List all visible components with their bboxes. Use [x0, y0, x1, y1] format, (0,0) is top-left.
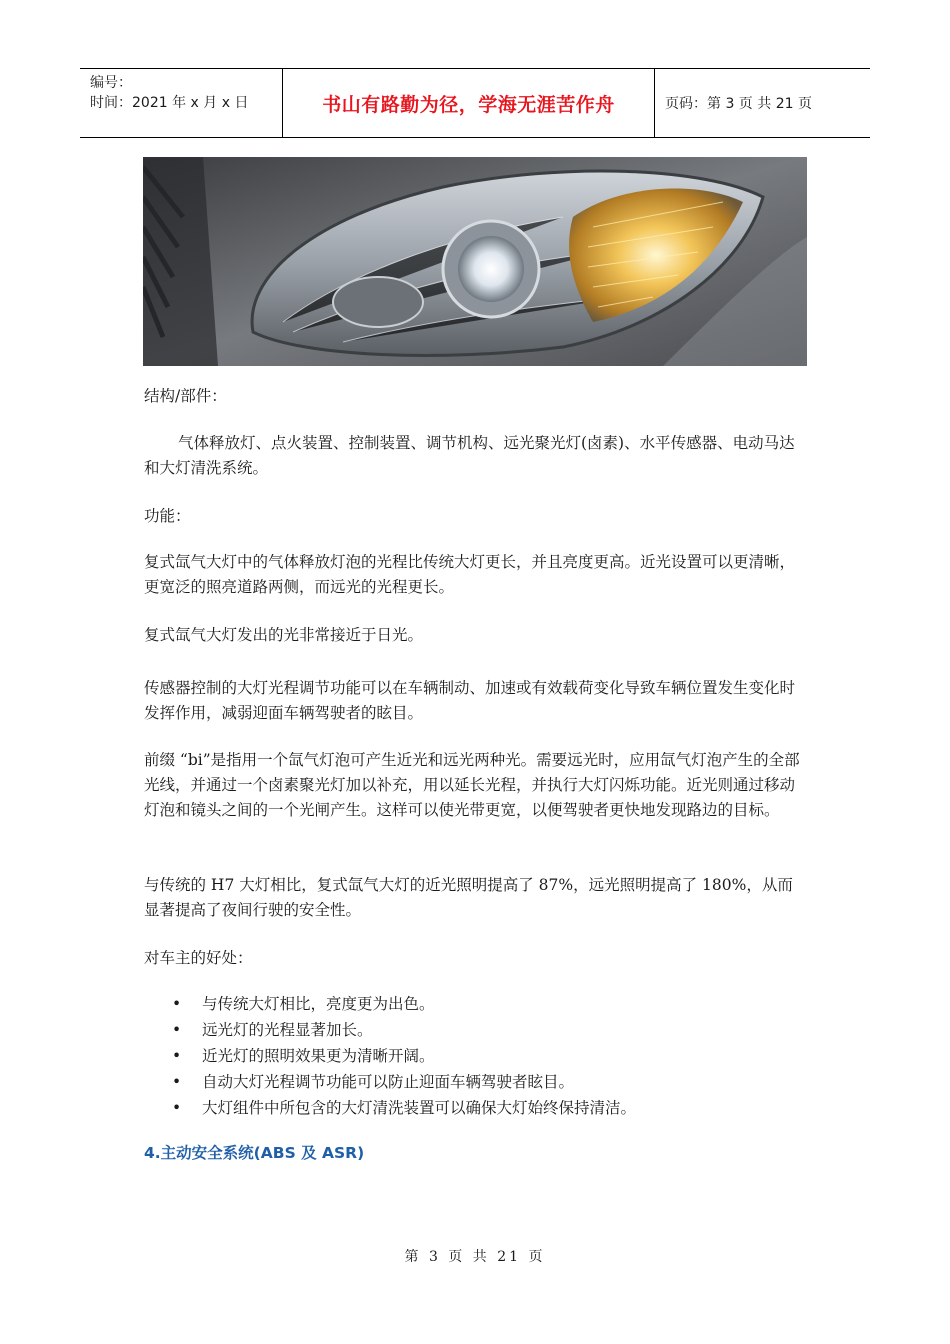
- benefit-item: • 近光灯的照明效果更为清晰开阔。: [144, 1043, 804, 1069]
- function-paragraph-1: 复式氙气大灯中的气体释放灯泡的光程比传统大灯更长，并且亮度更高。近光设置可以更清晰，更宽泛的照亮道路两侧，而远光的光程更长。: [144, 553, 796, 596]
- page-footer: 第 3 页 共 21 页: [404, 1249, 546, 1265]
- function-paragraph-5: 与传统的 H7 大灯相比，复式氙气大灯的近光照明提高了 87%，远光照明提高了 180%，从而显著提高了夜间行驶的安全性。: [144, 876, 793, 919]
- function-paragraph-3: 传感器控制的大灯光程调节功能可以在车辆制动、加速或有效载荷变化导致车辆位置发生变化时发挥作用，减弱迎面车辆驾驶者的眩目。: [144, 679, 796, 722]
- benefits-heading: 对车主的好处：: [144, 949, 253, 967]
- benefits-list: [144, 991, 804, 1121]
- section-title: 4.主动安全系统(ABS 及 ASR): [144, 1144, 365, 1162]
- function-heading: 功能：: [144, 507, 191, 525]
- function-paragraph-4: 前缀 “bi”是指用一个氙气灯泡可产生近光和远光两种光。需要远光时，应用氙气灯泡产生的全部光线，并通过一个卤素聚光灯加以补充，用以延长光程，并执行大灯闪烁功能。近光则通过移动灯泡和镜头之间的一个光闸产生。这样可以使光带更宽，以便驾驶者更快地发现路边的目标。: [144, 751, 800, 819]
- structure-heading: 结构/部件：: [144, 387, 227, 405]
- header-motto: 书山有路勤为径，学海无涯苦作舟: [283, 69, 655, 137]
- function-paragraph-2: 复式氙气大灯发出的光非常接近于日光。: [144, 626, 424, 644]
- headlight-photo: [143, 157, 807, 366]
- header-info-cell: [80, 69, 283, 137]
- benefit-item: • 远光灯的光程显著加长。: [144, 1017, 804, 1043]
- benefit-item: • 自动大灯光程调节功能可以防止迎面车辆驾驶者眩目。: [144, 1069, 804, 1095]
- header-page-number: 页码：第 3 页 共 21 页: [665, 96, 812, 112]
- document-date-label: 时间：2021 年 x 月 x 日: [90, 95, 249, 111]
- header-table: [80, 68, 870, 138]
- benefit-item: • 与传统大灯相比，亮度更为出色。: [144, 991, 804, 1017]
- benefit-item: • 大灯组件中所包含的大灯清洗装置可以确保大灯始终保持清洁。: [144, 1095, 804, 1121]
- structure-paragraph: 气体释放灯、点火装置、控制装置、调节机构、远光聚光灯(卤素)、水平传感器、电动马达和大灯清洗系统。: [144, 434, 795, 477]
- document-number-label: 编号：: [90, 75, 132, 91]
